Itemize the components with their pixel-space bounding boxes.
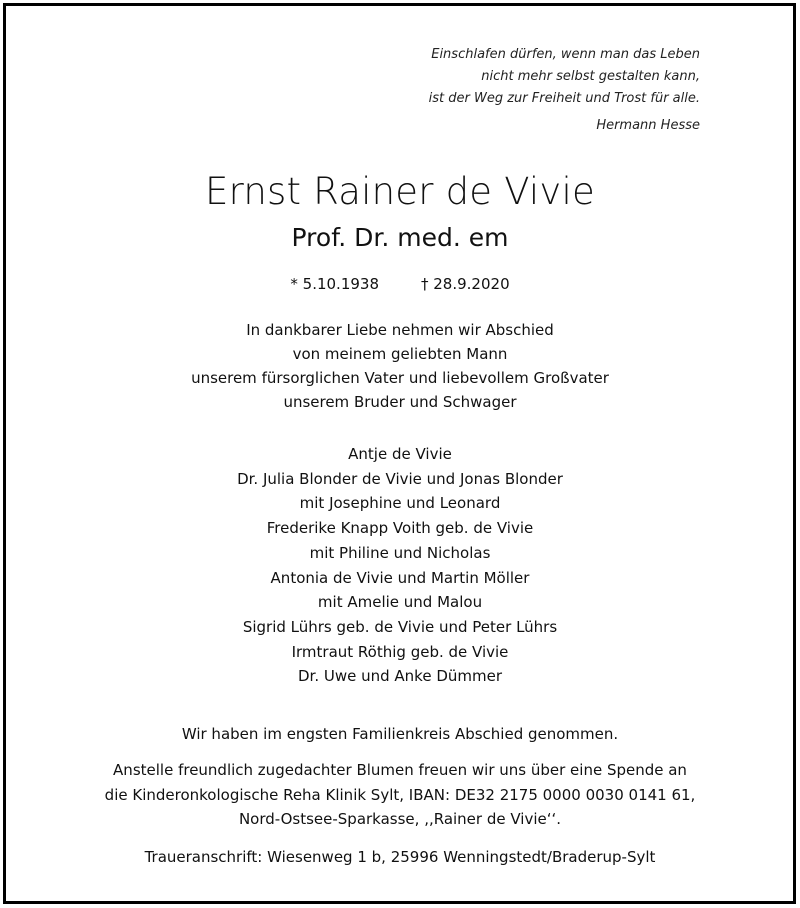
farewell-line: unserem Bruder und Schwager [283, 393, 517, 411]
farewell-text [0, 318, 800, 414]
deceased-title: Prof. Dr. med. em [291, 223, 509, 252]
mourner-line: Dr. Julia Blonder de Vivie und Jonas Blonder [237, 469, 563, 488]
life-dates [0, 272, 800, 296]
quote-author: Hermann Hesse [596, 118, 700, 133]
quote-line: ist der Weg zur Freiheit und Trost für alle. [428, 91, 700, 106]
quote-block [429, 44, 700, 137]
mourner-line: Antonia de Vivie und Martin Möller [270, 568, 530, 587]
birth-date: * 5.10.1938 [290, 275, 379, 293]
death-date: † 28.9.2020 [421, 275, 510, 293]
quote-line: Einschlafen dürfen, wenn man das Leben [431, 47, 700, 62]
mourning-address: Traueranschrift: Wiesenweg 1 b, 25996 Wenningstedt/Braderup-Sylt [144, 848, 656, 866]
funeral-notice: Wir haben im engsten Familienkreis Abschied genommen. [181, 725, 619, 743]
mourner-line: Sigrid Lührs geb. de Vivie und Peter Lührs [242, 617, 558, 636]
mourner-line: Dr. Uwe und Anke Dümmer [297, 667, 503, 686]
mourner-line: Frederike Knapp Voith geb. de Vivie [266, 519, 534, 538]
farewell-line: In dankbarer Liebe nehmen wir Abschied [246, 321, 554, 339]
donation-line: Nord-Ostsee-Sparkasse, ,,Rainer de Vivie‘‘. [238, 810, 562, 828]
donation-request [0, 758, 800, 832]
quote-line: nicht mehr selbst gestalten kann, [481, 69, 700, 84]
donation-line: Anstelle freundlich zugedachter Blumen freuen wir uns über eine Spende an [113, 761, 687, 779]
deceased-name: Ernst Rainer de Vivie [205, 170, 595, 213]
mourner-line: mit Philine und Nicholas [309, 543, 491, 562]
farewell-line: von meinem geliebten Mann [292, 345, 508, 363]
mourner-line: Antje de Vivie [348, 445, 452, 463]
mourner-line: mit Amelie und Malou [317, 593, 483, 612]
mourner-line: Irmtraut Röthig geb. de Vivie [291, 642, 509, 661]
mourners-list [0, 442, 800, 689]
mourner-line: mit Josephine und Leonard [299, 494, 501, 513]
donation-line: die Kinderonkologische Reha Klinik Sylt, IBAN: DE32 2175 0000 0030 0141 61, [104, 785, 696, 804]
farewell-line: unserem fürsorglichen Vater und liebevollem Großvater [191, 369, 609, 387]
